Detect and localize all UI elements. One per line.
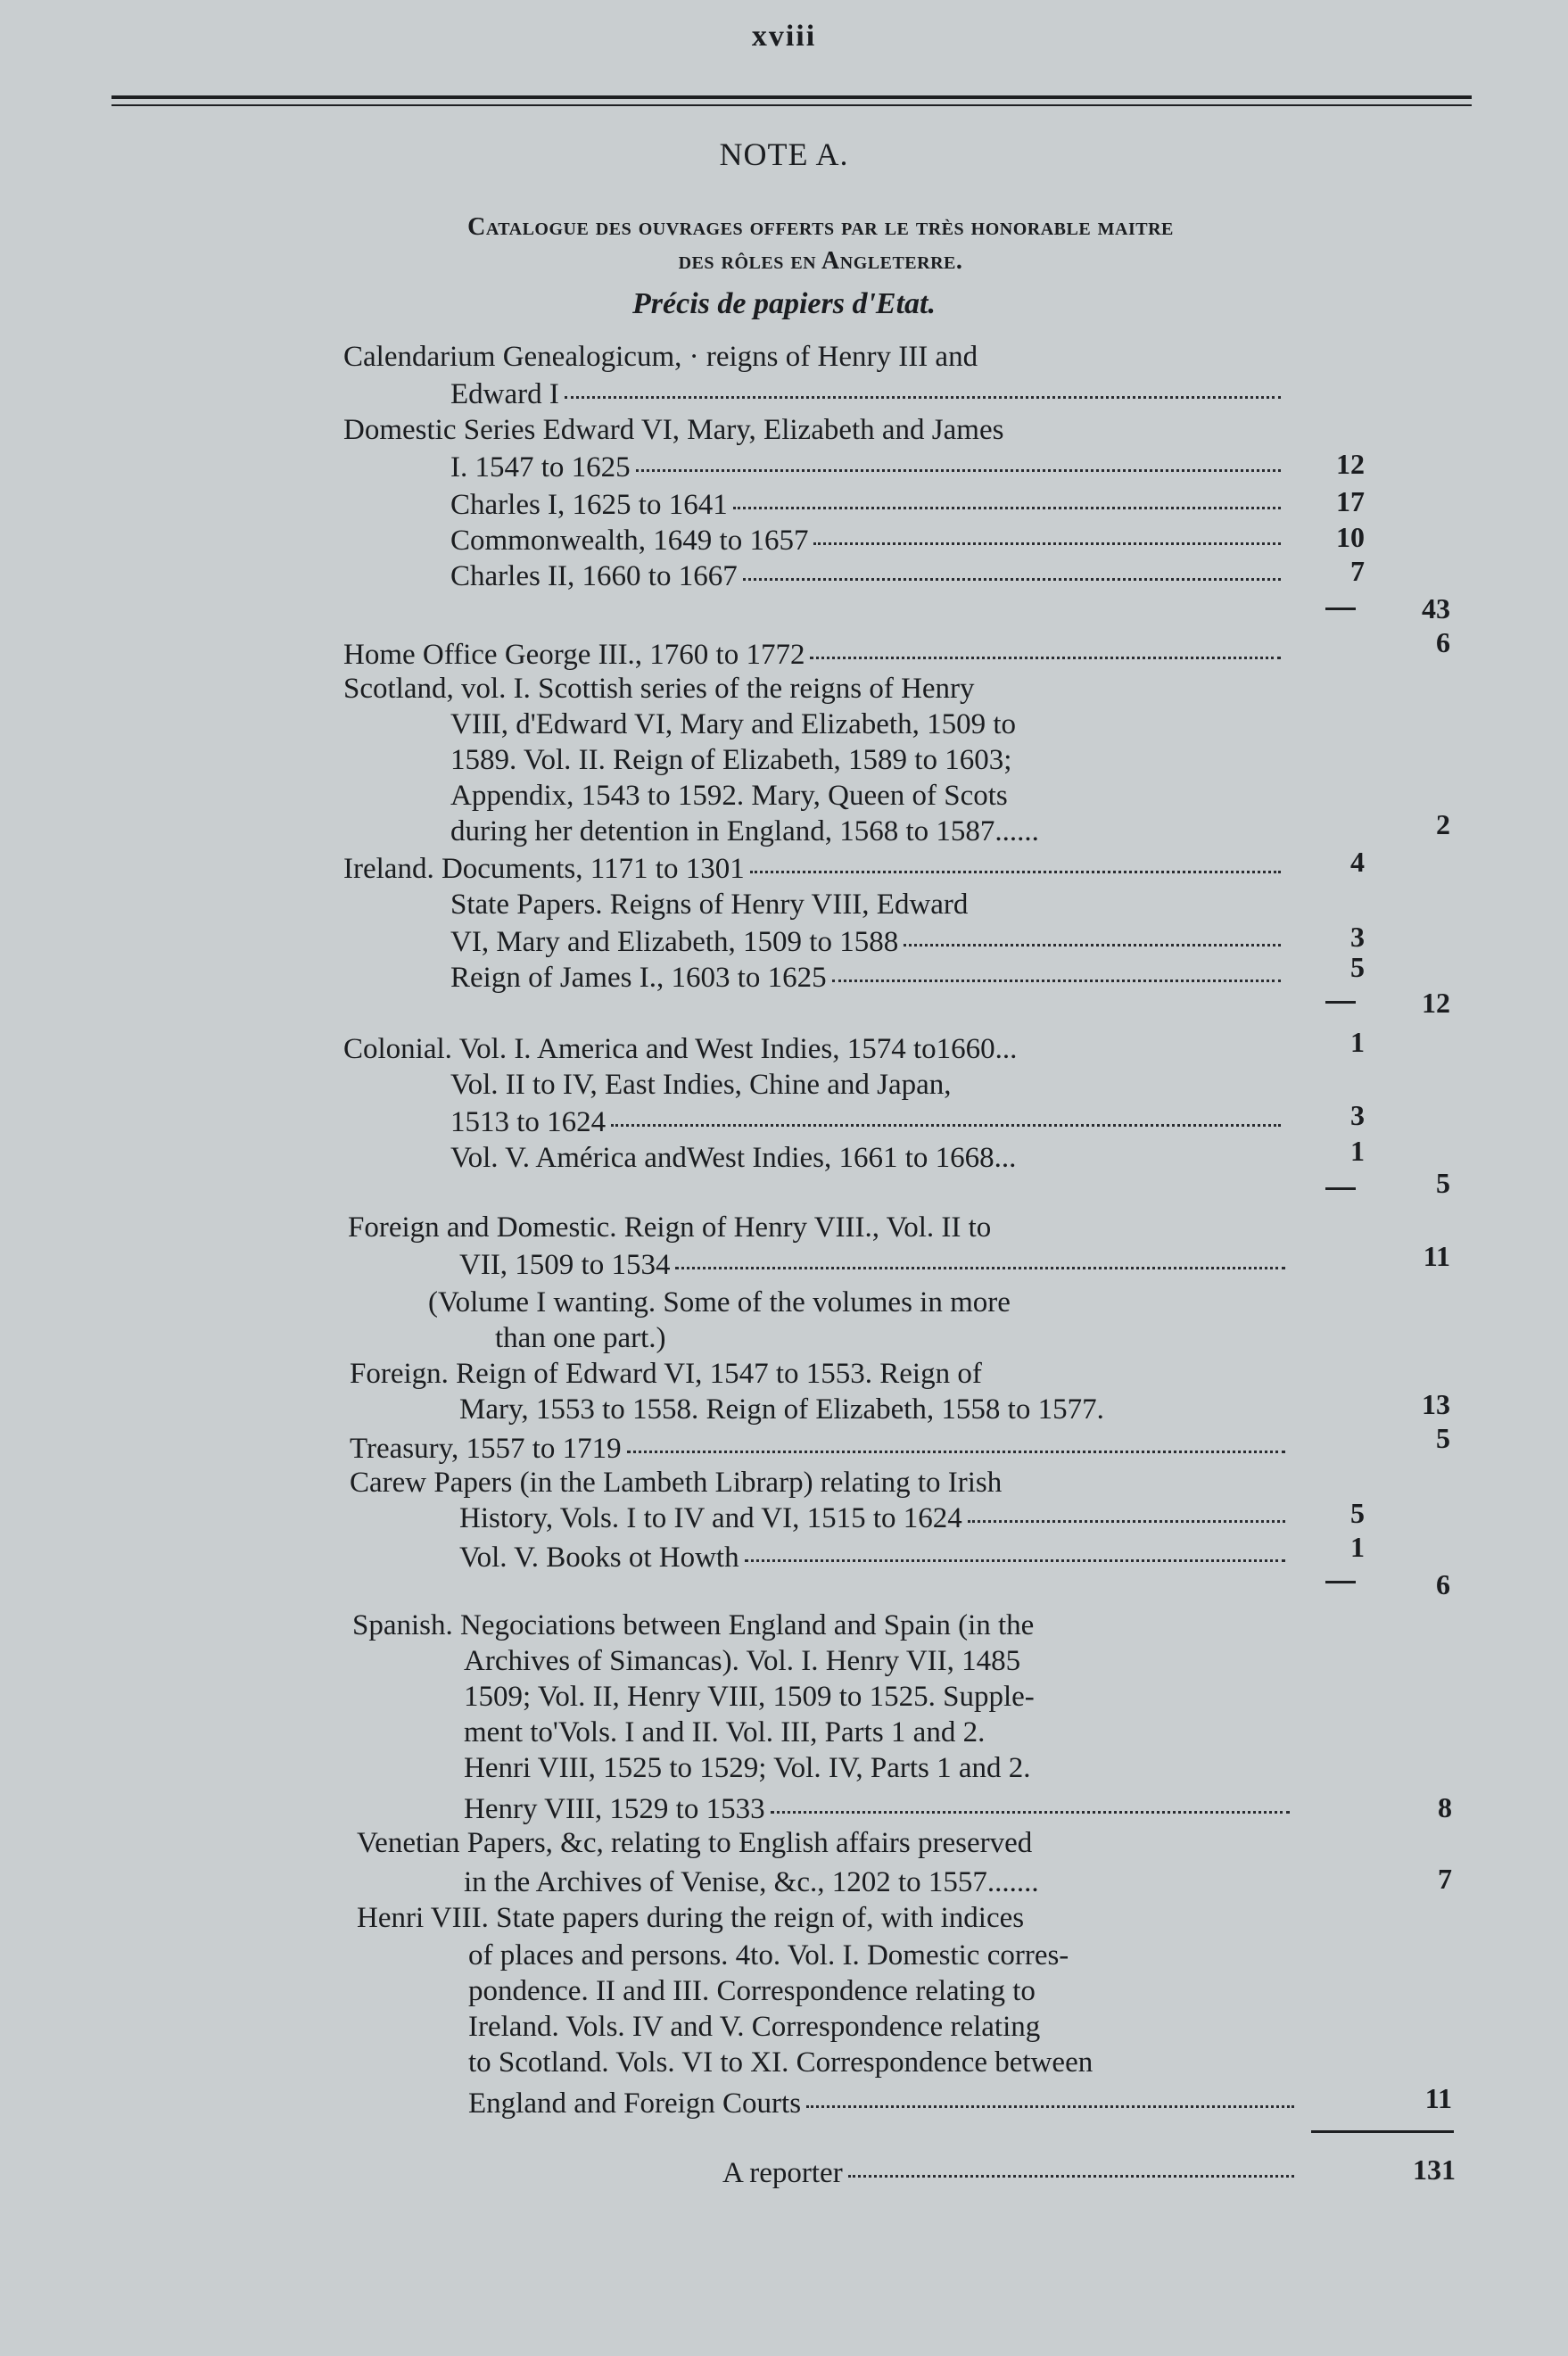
subtotal-count: 43 [1422,592,1450,624]
entry-line [450,376,1284,412]
entry-line: Vol. II to IV, East Indies, Chine and Japan, [450,1069,952,1101]
section-title: Précis de papiers d'Etat. [632,287,936,320]
dot-leader [750,851,1281,873]
entry-line: 1589. Vol. II. Reign of Elizabeth, 1589 to 1603; [450,744,1012,776]
entry-line: Henri VIII. State papers during the reign of, with indices [357,1902,1025,1934]
entry-line: Scotland, vol. I. Scottish series of the reigns of Henry [343,673,975,705]
entry-line: than one part.) [495,1322,666,1354]
entry-line: Archives of Simancas). Vol. I. Henry VII, 1485 [464,1645,1021,1677]
entry-text: Charles I, 1625 to 1641 [450,489,728,521]
entry-line: Spanish. Negociations between England and Spain (in the [352,1609,1035,1641]
total-rule [1311,2130,1454,2133]
dot-leader [745,1540,1285,1562]
entry-line: in the Archives of Venise, &c., 1202 to 1557....... [464,1866,1039,1898]
catalogue-heading-line2: des rôles en Angleterre. [678,247,963,275]
dot-leader [806,2086,1294,2108]
entry-count: 12 [1336,448,1365,480]
entry-line [343,637,1284,673]
entry-text: VI, Mary and Elizabeth, 1509 to 1588 [450,926,899,958]
dot-leader [968,1500,1285,1523]
entry-text: VII, 1509 to 1534 [459,1249,671,1281]
entry-count: 7 [1438,1863,1452,1895]
entry-count: 5 [1350,951,1365,983]
entry-count: 3 [1350,1099,1365,1131]
subtotal-dash [1325,608,1356,610]
subtotal-dash [1325,1001,1356,1004]
carry-forward-label: A reporter [722,2157,843,2189]
entry-count: 1 [1350,1135,1365,1167]
entry-count: 3 [1350,921,1365,953]
dot-leader [848,2155,1294,2178]
carry-forward-line [722,2155,1298,2191]
entry-line: ment to'Vols. I and II. Vol. III, Parts 1 and 2. [464,1716,986,1748]
dot-leader [904,924,1281,947]
entry-count: 1 [1350,1531,1365,1563]
dot-leader [627,1431,1285,1453]
entry-line: during her detention in England, 1568 to 1587...... [450,815,1039,847]
entry-line: Foreign. Reign of Edward VI, 1547 to 1553. Reign of [350,1358,982,1390]
entry-text: History, Vols. I to IV and VI, 1515 to 1624 [459,1502,962,1534]
subtotal-dash [1325,1187,1356,1190]
dot-leader [813,523,1281,545]
subtotal-count: 12 [1422,987,1450,1019]
entry-line [450,960,1284,996]
entry-line: Mary, 1553 to 1558. Reign of Elizabeth, 1558 to 1577. [459,1393,1104,1426]
entry-line [459,1540,1289,1575]
entry-text: Reign of James I., 1603 to 1625 [450,962,827,994]
entry-line: Foreign and Domestic. Reign of Henry VIII., Vol. II to [348,1211,992,1244]
dot-leader [733,487,1281,509]
entry-line: Ireland. Vols. IV and V. Correspondence relating [468,2011,1041,2043]
entry-line [468,2086,1298,2121]
entry-line [450,450,1284,485]
entry-text: England and Foreign Courts [468,2087,802,2120]
entry-count: 8 [1438,1791,1452,1823]
entry-text: 1513 to 1624 [450,1106,607,1138]
entry-count: 5 [1436,1422,1450,1454]
entry-line [450,523,1284,558]
carry-forward-total: 131 [1413,2153,1456,2186]
note-title: NOTE A. [719,136,849,172]
entry-line [450,558,1284,594]
entry-line [350,1431,1289,1467]
entry-line: Henri VIII, 1525 to 1529; Vol. IV, Parts 1 and 2. [464,1752,1031,1784]
entry-line: Carew Papers (in the Lambeth Librarp) relating to Irish [350,1467,1003,1499]
entry-line: (Volume I wanting. Some of the volumes in more [428,1286,1011,1319]
entry-line: Colonial. Vol. I. America and West Indies, 1574 to1660... [343,1033,1018,1065]
entry-line: Domestic Series Edward VI, Mary, Elizabeth and James [343,414,1004,446]
entry-count: 6 [1436,626,1450,658]
dot-leader [636,450,1281,472]
entry-count: 10 [1336,521,1365,553]
entry-count: 1 [1350,1026,1365,1058]
entry-line [450,1104,1284,1140]
entry-line: of places and persons. 4to. Vol. I. Domestic corres- [468,1939,1069,1972]
entry-text: Home Office George III., 1760 to 1772 [343,639,805,671]
entry-text: Vol. V. Books ot Howth [459,1542,739,1574]
entry-text: Commonwealth, 1649 to 1657 [450,525,809,557]
entry-count: 11 [1424,2082,1452,2114]
catalogue-heading [339,211,1302,278]
entry-count: 7 [1350,555,1365,587]
dot-leader [832,960,1281,982]
dot-leader [743,558,1281,581]
dot-leader [565,376,1281,399]
entry-count: 5 [1350,1497,1365,1529]
catalogue-heading-line1: Catalogue des ouvrages offerts par le très honorable maitre [467,213,1174,241]
entry-text: Charles II, 1660 to 1667 [450,560,738,592]
entry-count: 4 [1350,846,1365,878]
entry-text: Henry VIII, 1529 to 1533 [464,1793,765,1825]
entry-line [459,1500,1289,1536]
dot-leader [611,1104,1281,1127]
page-number: xviii [751,20,817,53]
entry-line: Appendix, 1543 to 1592. Mary, Queen of Scots [450,780,1008,812]
entry-text: Ireland. Documents, 1171 to 1301 [343,853,745,885]
entry-line: State Papers. Reigns of Henry VIII, Edward [450,889,969,921]
entry-line [450,924,1284,960]
subtotal-count: 5 [1436,1167,1450,1199]
dot-leader [675,1247,1285,1269]
entry-line: VIII, d'Edward VI, Mary and Elizabeth, 1509 to [450,708,1016,740]
entry-line: 1509; Vol. II, Henry VIII, 1509 to 1525. Supple- [464,1681,1035,1713]
entry-line: Venetian Papers, &c, relating to English affairs preserved [357,1827,1033,1859]
entry-line: pondence. II and III. Correspondence relating to [468,1975,1036,2007]
entry-line [459,1247,1289,1283]
entry-line: Vol. V. América andWest Indies, 1661 to 1668... [450,1142,1017,1174]
entry-count: 13 [1422,1388,1450,1420]
subtotal-dash [1325,1581,1356,1583]
entry-count: 17 [1336,485,1365,517]
entry-text: I. 1547 to 1625 [450,451,631,484]
header-rule-thin [111,104,1472,106]
entry-text: Edward I [450,378,559,410]
entry-line: Calendarium Genealogicum, · reigns of Henry III and [343,341,978,373]
entry-line [450,487,1284,523]
entry-line [343,851,1284,887]
subtotal-count: 6 [1436,1568,1450,1600]
entry-text: Treasury, 1557 to 1719 [350,1433,622,1465]
dot-leader [810,637,1281,659]
dot-leader [771,1791,1290,1814]
header-rule-thick [111,95,1472,99]
entry-count: 2 [1436,808,1450,840]
entry-count: 11 [1423,1240,1450,1272]
entry-line: to Scotland. Vols. VI to XI. Correspondence between [468,2046,1093,2079]
entry-line [464,1791,1293,1827]
